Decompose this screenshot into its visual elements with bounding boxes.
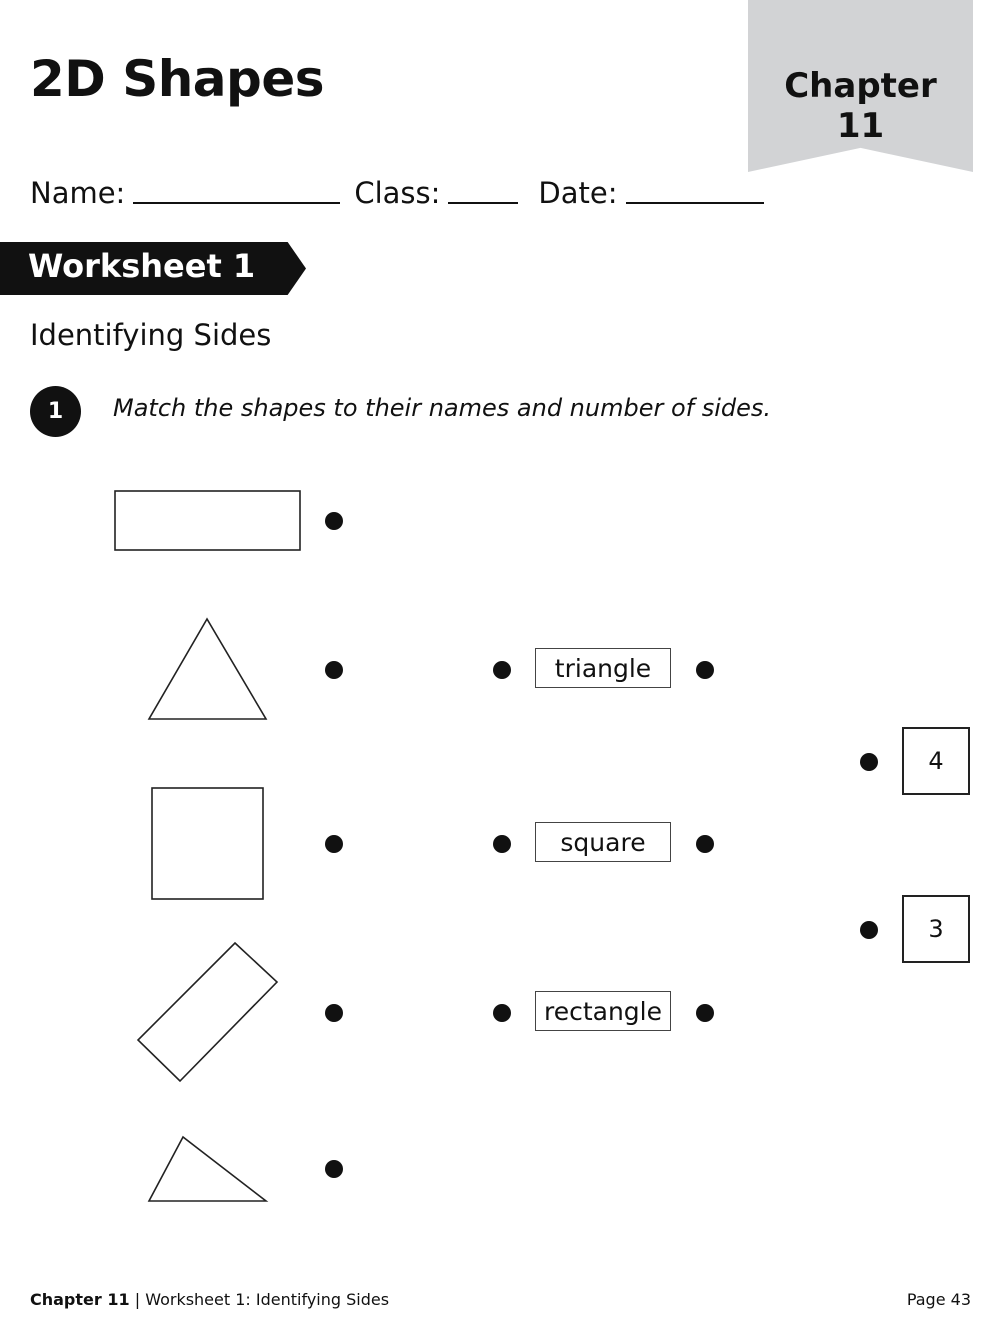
shape-triangle <box>149 619 266 719</box>
footer-info <box>30 1290 389 1309</box>
match-dot-sides-2[interactable] <box>860 921 878 939</box>
question-number-badge: 1 <box>30 386 81 437</box>
match-dot-name-right-3[interactable] <box>696 1004 714 1022</box>
match-dot-shape-2[interactable] <box>325 661 343 679</box>
match-dot-name-right-1[interactable] <box>696 661 714 679</box>
footer-worksheet: Worksheet 1: Identifying Sides <box>145 1290 390 1309</box>
chapter-number: 11 <box>836 106 885 146</box>
name-box-rectangle: rectangle <box>535 991 671 1031</box>
worksheet-title: Worksheet 1 <box>28 247 256 285</box>
footer-chapter: Chapter 11 <box>30 1290 130 1309</box>
shape-square <box>152 788 263 899</box>
match-dot-name-right-2[interactable] <box>696 835 714 853</box>
sides-box-3: 3 <box>902 895 970 963</box>
page-title: 2D Shapes <box>30 50 325 108</box>
match-dot-shape-4[interactable] <box>325 1004 343 1022</box>
chapter-label: Chapter <box>784 66 937 106</box>
name-label: Name: <box>30 176 126 210</box>
question-instruction: Match the shapes to their names and number of sides. <box>113 394 772 422</box>
match-dot-sides-1[interactable] <box>860 753 878 771</box>
match-dot-name-left-1[interactable] <box>493 661 511 679</box>
match-dot-shape-5[interactable] <box>325 1160 343 1178</box>
shape-tilted-rectangle <box>138 943 277 1081</box>
sides-box-4: 4 <box>902 727 970 795</box>
match-dot-shape-3[interactable] <box>325 835 343 853</box>
shape-right-triangle <box>149 1137 266 1201</box>
page-number: Page 43 <box>906 1290 971 1309</box>
match-dot-name-left-3[interactable] <box>493 1004 511 1022</box>
name-box-square: square <box>535 822 671 862</box>
name-box-triangle: triangle <box>535 648 671 688</box>
worksheet-subtitle: Identifying Sides <box>30 318 272 352</box>
match-dot-name-left-2[interactable] <box>493 835 511 853</box>
class-label: Class: <box>354 176 441 210</box>
match-dot-shape-1[interactable] <box>325 512 343 530</box>
date-label: Date: <box>538 176 618 210</box>
shape-rectangle <box>115 491 300 550</box>
footer-separator: | <box>134 1290 141 1309</box>
